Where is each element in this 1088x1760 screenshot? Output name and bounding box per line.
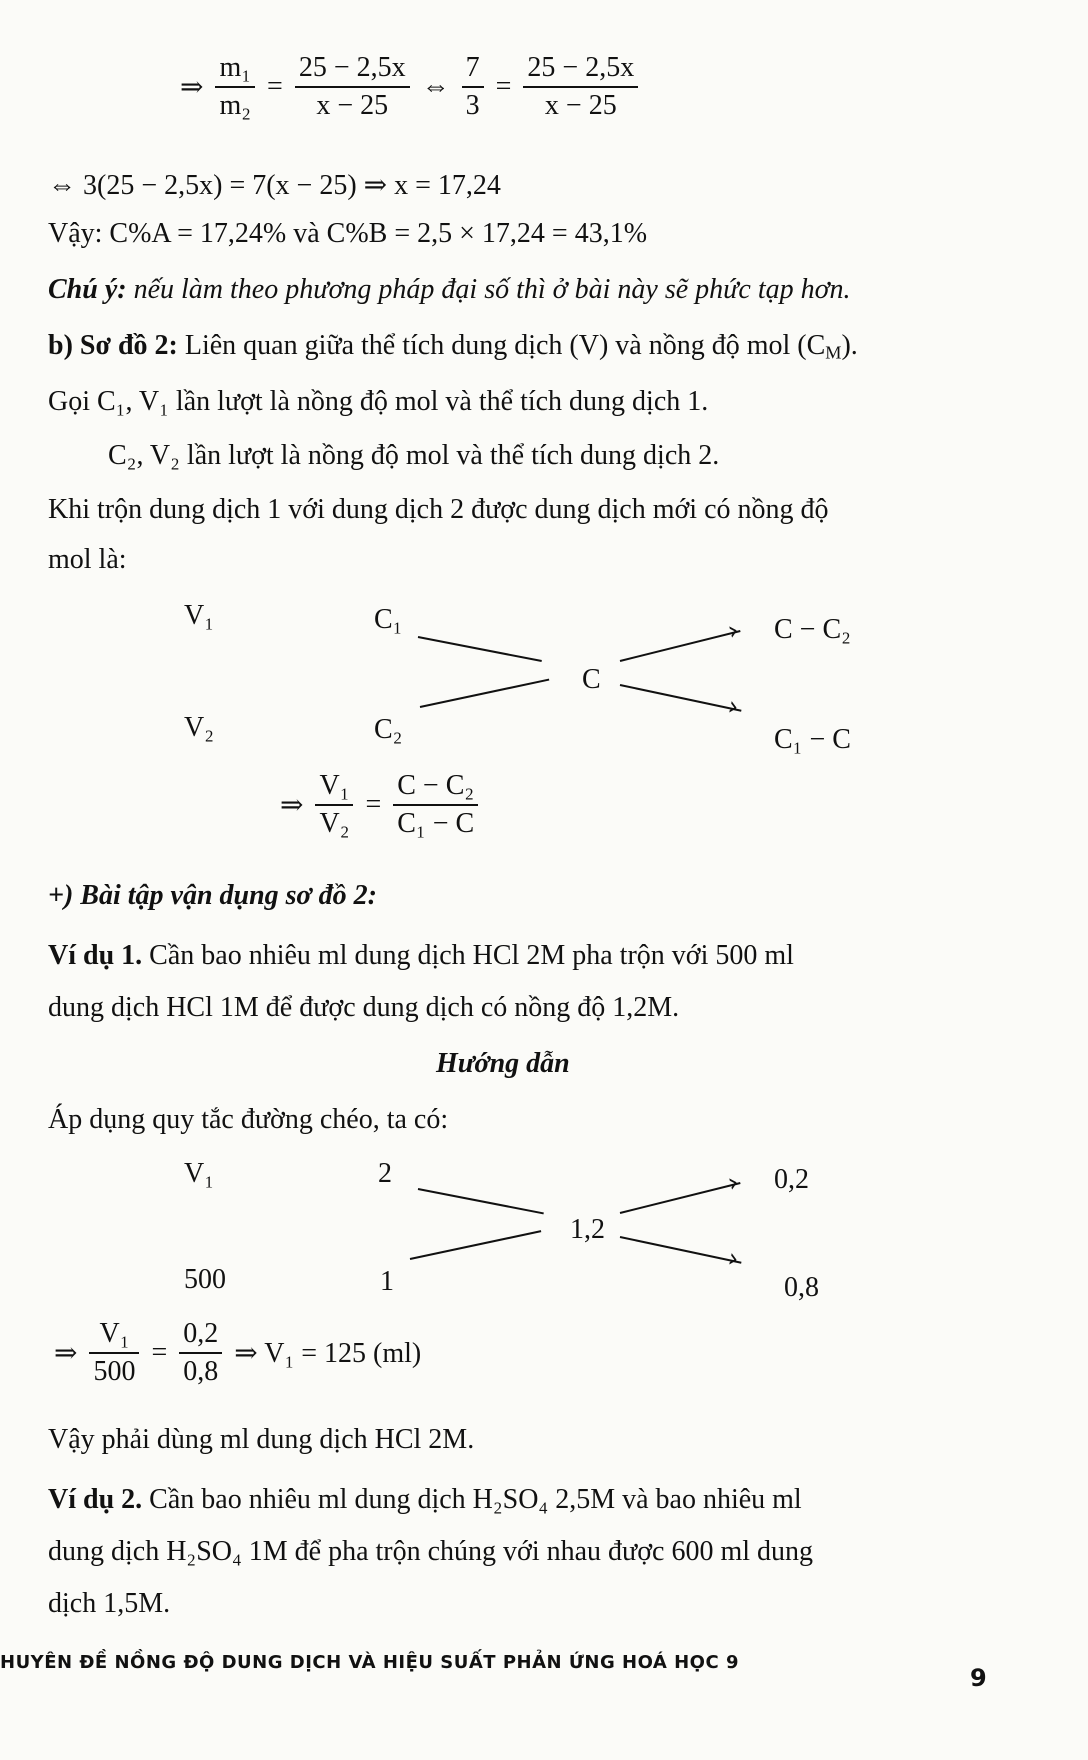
example-1-line-1: Ví dụ 1. Cần bao nhiêu ml dung dịch HCl 2M pha trộn với 500 ml xyxy=(48,940,794,971)
diagram2-c1: 2 xyxy=(378,1158,392,1189)
equation-solve-x: ⇔ 3(25 − 2,5x) = 7(x − 25) ⇒ x = 17,24 xyxy=(48,170,501,201)
example-1-line-2: dung dịch HCl 1M để được dung dịch có nồng độ 1,2M. xyxy=(48,992,680,1023)
exercise-heading: +) Bài tập vận dụng sơ đồ 2: xyxy=(48,880,377,911)
diagram1-arrowhead-up: › xyxy=(724,615,742,647)
diagram2-line-c1-to-c xyxy=(418,1188,544,1214)
equation-v1-result: ⇒ $\frac{\text{V₁}}{500}$ = $\frac{0,2}{0,8}$ ⇒ V₁ = 125 (ml) xyxy=(54,1318,422,1387)
diagram2-v2: 500 xyxy=(184,1264,226,1295)
diagram1-v1: V₁ xyxy=(184,600,214,631)
conclusion-concentrations: Vậy: C%A = 17,24% và C%B = 2,5 × 17,24 = 43,1% xyxy=(48,218,648,249)
page-footer-title: HUYÊN ĐỀ NỒNG ĐỘ DUNG DỊCH VÀ HIỆU SUẤT PHẢN ỨNG HOÁ HỌC 9 xyxy=(0,1652,739,1673)
definition-line-1: Gọi C₁, V₁ lần lượt là nồng độ mol và thể tích dung dịch 1. xyxy=(48,386,709,417)
diagram1-line-c1-to-c xyxy=(418,636,542,662)
diagram1-line-c2-to-c xyxy=(420,679,550,708)
section-b-heading: b) Sơ đồ 2: Liên quan giữa thể tích dung dịch (V) và nồng độ mol $(C_M)$. xyxy=(48,330,858,363)
fraction-v1-v2: $\frac{\text{V₁}}{\text{V₂}}$ xyxy=(315,770,353,840)
mixing-text-line-2: mol là: xyxy=(48,544,127,575)
diagram2-arrow-down-shaft xyxy=(620,1236,742,1264)
fraction-m1-m2: $\frac{\text{m₁}}{\text{m₂}}$ xyxy=(215,52,255,122)
fraction-expression-2: $\frac{25 - 2,5x}{x - 25}$ xyxy=(523,52,638,122)
fraction-concentration-diff: $\frac{\text{C − C₂}}{\text{C₁ − C}}$ xyxy=(393,770,478,840)
guide-heading: Hướng dẫn xyxy=(436,1048,570,1079)
fraction-expression-1: $\frac{25 - 2,5x}{x - 25}$ xyxy=(295,52,410,122)
diagram2-arrow-up-shaft xyxy=(620,1182,741,1214)
fraction-02-08: $\frac{0,2}{0,8}$ xyxy=(179,1318,222,1388)
diagram2-c2: 1 xyxy=(380,1266,394,1297)
fraction-v1-500: $\frac{\text{V₁}}{500}$ xyxy=(89,1318,139,1388)
definition-line-2: C₂, V₂ lần lượt là nồng độ mol và thể tích dung dịch 2. xyxy=(108,440,720,471)
diagram2-v1: V₁ xyxy=(184,1158,214,1189)
conclusion-example-1: Vậy phải dùng ml dung dịch HCl 2M. xyxy=(48,1424,475,1455)
diagram1-arrowhead-down: › xyxy=(724,691,742,723)
example-2-line-3: dịch 1,5M. xyxy=(48,1588,171,1619)
equation-volume-ratio: ⇒ $\frac{\text{V₁}}{\text{V₂}}$ = $\frac{\text{C − C₂}}{\text{C₁ − C}}$ xyxy=(280,770,484,840)
equation-mass-ratio: ⇒ $\frac{\text{m₁}}{\text{m₂}}$ = $\frac{25 - 2,5x}{x - 25}$ ⇔ $\frac{7}{3}$ = $\frac{25 - 2,5x}{x - 25}$ xyxy=(180,52,644,122)
apply-rule-text: Áp dụng quy tắc đường chéo, ta có: xyxy=(48,1104,449,1135)
fraction-7-3: $\frac{7}{3}$ xyxy=(462,52,484,122)
example-2-line-1: Ví dụ 2. Cần bao nhiêu ml dung dịch H₂SO₄ 2,5M và bao nhiêu ml xyxy=(48,1484,802,1515)
diagram1-result-1: C − C₂ xyxy=(774,614,851,645)
example-2-line-2: dung dịch H₂SO₄ 1M để pha trộn chúng với nhau được 600 ml dung xyxy=(48,1536,814,1567)
page-number: 9 xyxy=(970,1664,987,1692)
diagram2-result-2: 0,8 xyxy=(784,1272,819,1303)
diagram2-arrowhead-down: › xyxy=(724,1243,742,1275)
diagram2-result-1: 0,2 xyxy=(774,1164,809,1195)
diagram1-v2: V₂ xyxy=(184,712,214,743)
diagram1-arrow-down-shaft xyxy=(620,684,742,712)
mixing-text-line-1: Khi trộn dung dịch 1 với dung dịch 2 được dung dịch mới có nồng độ xyxy=(48,494,829,525)
diagram1-result-2: C₁ − C xyxy=(774,724,851,755)
diagram2-arrowhead-up: › xyxy=(724,1167,742,1199)
diagram1-c1: C₁ xyxy=(374,604,403,635)
diagram2-line-c2-to-c xyxy=(410,1230,541,1260)
implies-symbol: ⇒ xyxy=(180,72,204,103)
diagram2-c: 1,2 xyxy=(570,1214,605,1245)
note: Chú ý: nếu làm theo phương pháp đại số thì ở bài này sẽ phức tạp hơn. xyxy=(48,274,851,305)
diagram1-arrow-up-shaft xyxy=(620,630,741,662)
diagram1-c: C xyxy=(582,664,601,695)
diagram1-c2: C₂ xyxy=(374,714,403,745)
